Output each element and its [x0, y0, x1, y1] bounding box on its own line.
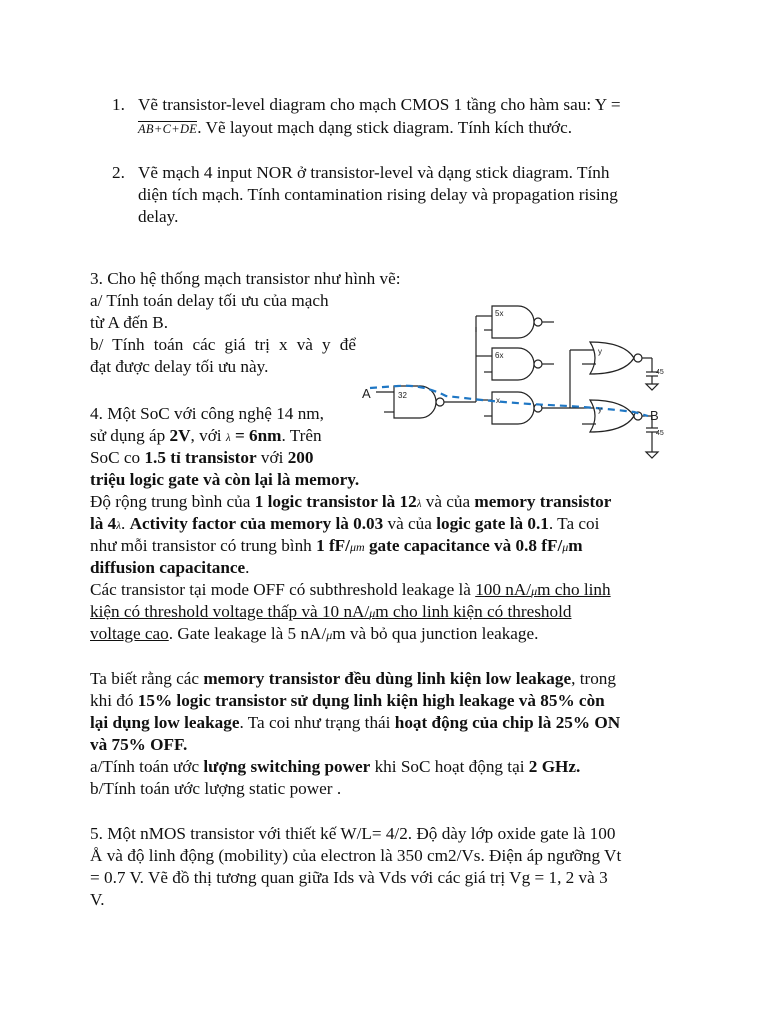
gate-6x-label: 6x: [495, 351, 504, 360]
q3-line3: từ A đến B.: [90, 313, 169, 332]
q1-line2-text: . Vẽ layout mạch dạng stick diagram. Tính kích thước.: [197, 118, 573, 137]
q5-line1: 5. Một nMOS transistor với thiết kế W/L= 4/2. Độ dày lớp oxide gate là 100: [90, 824, 616, 843]
q5-line2: Å và độ linh động (mobility) của electron là 350 cm2/Vs. Điện áp ngưỡng Vt: [90, 846, 622, 865]
q4-line8: diffusion capacitance.: [90, 558, 250, 577]
q2-number: 2.: [112, 163, 125, 182]
q3-line2: a/ Tính toán delay tối ưu của mạch: [90, 291, 329, 310]
q4-line2: sử dụng áp 2V, với λ = 6nm. Trên: [90, 426, 322, 445]
circuit-diagram: [362, 292, 682, 472]
q4-line9: Các transistor tại mode OFF có subthreshold leakage là 100 nA/μm cho linh: [90, 580, 611, 599]
q2-line2: diện tích mạch. Tính contamination rising delay và propagation rising: [138, 185, 618, 204]
q4-line11: voltage cao. Gate leakage là 5 nA/μm và bỏ qua junction leakage.: [90, 624, 539, 643]
q3-line5: đạt được delay tối ưu này.: [90, 357, 269, 376]
gate-y-top-label: y: [598, 347, 602, 356]
q2-line3: delay.: [138, 207, 179, 226]
q2-line1: Vẽ mạch 4 input NOR ở transistor-level và dạng stick diagram. Tính: [138, 163, 610, 182]
q4-p2-line4: và 75% OFF.: [90, 735, 188, 754]
q4-p2-line6: b/Tính toán ước lượng static power .: [90, 779, 342, 798]
q5-line3: = 0.7 V. Vẽ đồ thị tương quan giữa Ids và Vds với các giá trị Vg = 1, 2 và 3: [90, 868, 608, 887]
gate-x-label: x: [496, 396, 500, 405]
gate-y-bottom-label: y: [598, 405, 602, 414]
q5-line4: V.: [90, 890, 105, 909]
q1-number: 1.: [112, 95, 125, 114]
q4-p2-line5: a/Tính toán ước lượng switching power khi SoC hoạt động tại 2 GHz.: [90, 757, 581, 776]
q4-line4: triệu logic gate và còn lại là memory.: [90, 470, 360, 489]
q1-line2: [138, 117, 572, 140]
q1-formula: AB+C+DE: [138, 122, 198, 136]
q4-line5: Độ rộng trung bình của 1 logic transistor là 12λ và của memory transistor: [90, 492, 612, 511]
gate-5x-label: 5x: [495, 309, 504, 318]
output-b-label: B: [650, 408, 659, 423]
q1-line1: Vẽ transistor-level diagram cho mạch CMOS 1 tầng cho hàm sau: Y =: [138, 95, 621, 114]
q4-line6: là 4λ. Activity factor của memory là 0.03 và của logic gate là 0.1. Ta coi: [90, 514, 600, 533]
q4-p2-line3: lại dụng low leakage. Ta coi như trạng thái hoạt động của chip là 25% ON: [90, 713, 621, 732]
q3-line1: 3. Cho hệ thống mạch transistor như hình vẽ:: [90, 269, 401, 288]
cap-bottom-label: 45: [656, 430, 664, 437]
q4-line1: 4. Một SoC với công nghệ 14 nm,: [90, 404, 324, 423]
gate-32-label: 32: [398, 391, 407, 400]
q4-p2-line1: Ta biết rằng các memory transistor đều dùng linh kiện low leakage, trong: [90, 669, 616, 688]
cap-top-label: 45: [656, 369, 664, 376]
q3-line4: b/ Tính toán các giá trị x và y để: [90, 335, 356, 354]
q4-line10: kiện có threshold voltage thấp và 10 nA/μm cho linh kiện có threshold: [90, 602, 572, 621]
q4-line7: như mỗi transistor có trung bình 1 fF/μm gate capacitance và 0.8 fF/μm: [90, 536, 583, 555]
q4-p2-line2: khi đó 15% logic transistor sử dụng linh kiện high leakage và 85% còn: [90, 691, 605, 710]
input-a-label: A: [362, 386, 371, 401]
q4-line3: SoC co 1.5 tỉ transistor với 200: [90, 448, 314, 467]
